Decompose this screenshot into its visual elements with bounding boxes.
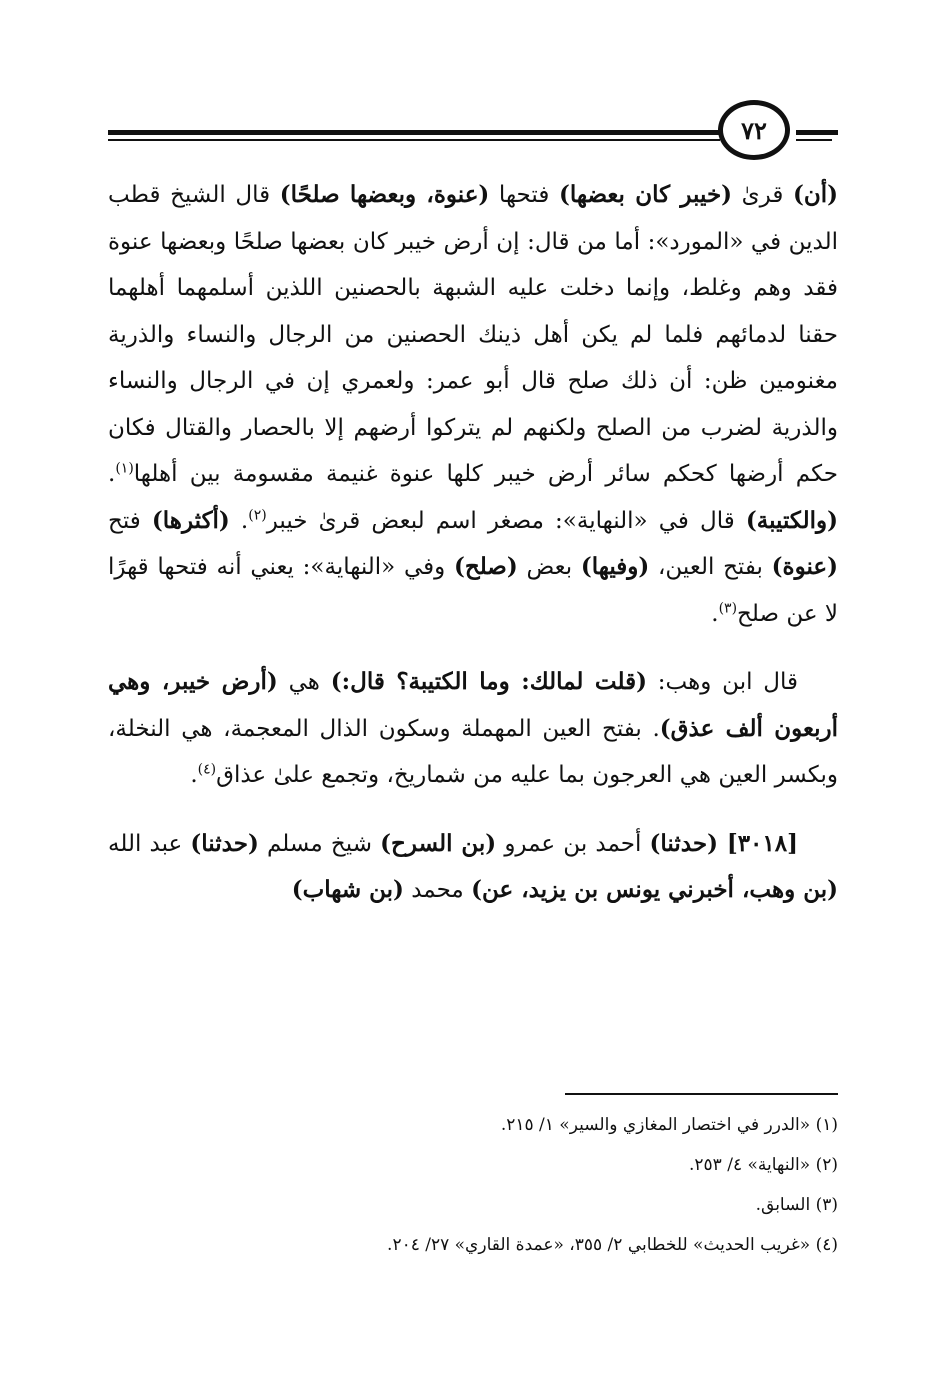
text-run: . [190,762,198,788]
page-header [108,96,838,166]
text-run: بفتح العين، [649,554,772,580]
footnote-separator [565,1093,838,1095]
quoted-phrase: (والكتيبة) [745,506,838,534]
footnote-ref-3: (٣) [718,599,738,616]
quoted-phrase: (خيبر كان بعضها) [558,181,733,208]
paragraph-2 [108,659,838,799]
text-run: وفي «النهاية»: يعني أنه فتحها قهرًا لا عن صلح [108,554,838,627]
quoted-phrase: (أن) [792,181,839,208]
text-run: . [711,600,719,627]
text-run: عبد الله [108,830,191,857]
main-text [108,172,838,914]
footnote-1: (١) «الدرر في اختصار المغازي والسير» ١/ ٢١٥. [500,1115,838,1135]
quoted-phrase: (أكثرها) [151,506,230,534]
quoted-phrase: (عنوة، وبعضها صلحًا) [279,181,490,208]
text-run: أحمد بن عمرو [496,830,650,857]
text-run: فتح [108,507,152,534]
quoted-phrase: (بن شهاب) [291,876,404,903]
quoted-phrase: (أرض خيبر، وهي أربعون ألف عذق) [108,668,838,742]
text-run: . [108,461,116,487]
quoted-phrase: (حدثنا) [190,829,259,857]
text-run: . بفتح العين المهملة وسكون الذال المعجمة، هي النخلة، وبكسر العين هي العرجون بما عليه من شماريخ، وتجمع علىٰ عذاق [108,715,838,788]
text-run: قال في «النهاية»: مصغر اسم لبعض قرىٰ خيبر [266,507,746,534]
header-rule-thick [108,130,720,135]
header-rule-right-thin [796,139,832,141]
quoted-phrase: (وفيها) [580,553,650,580]
header-rule-right-thick [796,130,838,135]
text-run: محمد [403,877,472,903]
footnotes [108,1105,838,1265]
text-run: قال الشيخ قطب الدين في «المورد»: أما من قال: إن أرض خيبر كان بعضها صلحًا وبعضها عنوة فقد وهم وغلط، وإنما دخلت عليه الشبهة بالحصنين اللذين أسلمهما أهلهما حقنا لدمائهم فلما لم يكن أهل ذينك الحصنين من الرجال والنساء والذرية مغنومين ظن: أن ذلك صلح قال أبو عمر: ولعمري إن في الرجال والنساء والذرية لضرب من الصلح ولكنهم لم يتركوا أرضهم إلا بالحصار والقتال فكان حكم أرضها كحكم سائر أرض خيبر كلها عنوة غنيمة مقسومة بين أهلها [108,182,838,487]
text-run: قال ابن وهب: [647,669,799,695]
page-number: ٧٢ [741,115,767,145]
quoted-phrase: (بن وهب، أخبرني يونس بن يزيد، عن) [471,876,838,903]
quoted-phrase: (حدثنا) [649,829,718,857]
footnote-4: (٤) «غريب الحديث» للخطابي ٢/ ٣٥٥، «عمدة القاري» ٢٧/ ٢٠٤. [387,1235,838,1255]
text-run: قرىٰ [732,182,793,208]
page-number-badge [718,100,790,160]
header-rule-thin [108,139,720,141]
quoted-phrase: (قلت لمالك: وما الكتيبة؟ قال:) [330,668,647,695]
text-run: هي [277,669,331,695]
quoted-phrase: (صلح) [453,553,518,580]
text-run: فتحها [489,182,559,208]
footnote-ref-2: (٢) [248,506,267,523]
footnote-2: (٢) «النهاية» ٤/ ٢٥٣. [688,1155,838,1175]
paragraph-3-hadith [108,821,838,914]
text-run: شيخ مسلم [258,830,381,857]
quoted-phrase: (بن السرح) [380,829,497,857]
footnote-3: (٣) السابق. [755,1195,838,1215]
text-run: بعض [517,554,581,580]
footnote-ref-1: (١) [115,460,134,477]
text-run: . [229,507,249,534]
hadith-number: [٣٠١٨] [717,829,799,857]
paragraph-1 [108,172,838,637]
footnote-ref-4: (٤) [197,761,217,778]
quoted-phrase: (عنوة) [771,553,839,580]
